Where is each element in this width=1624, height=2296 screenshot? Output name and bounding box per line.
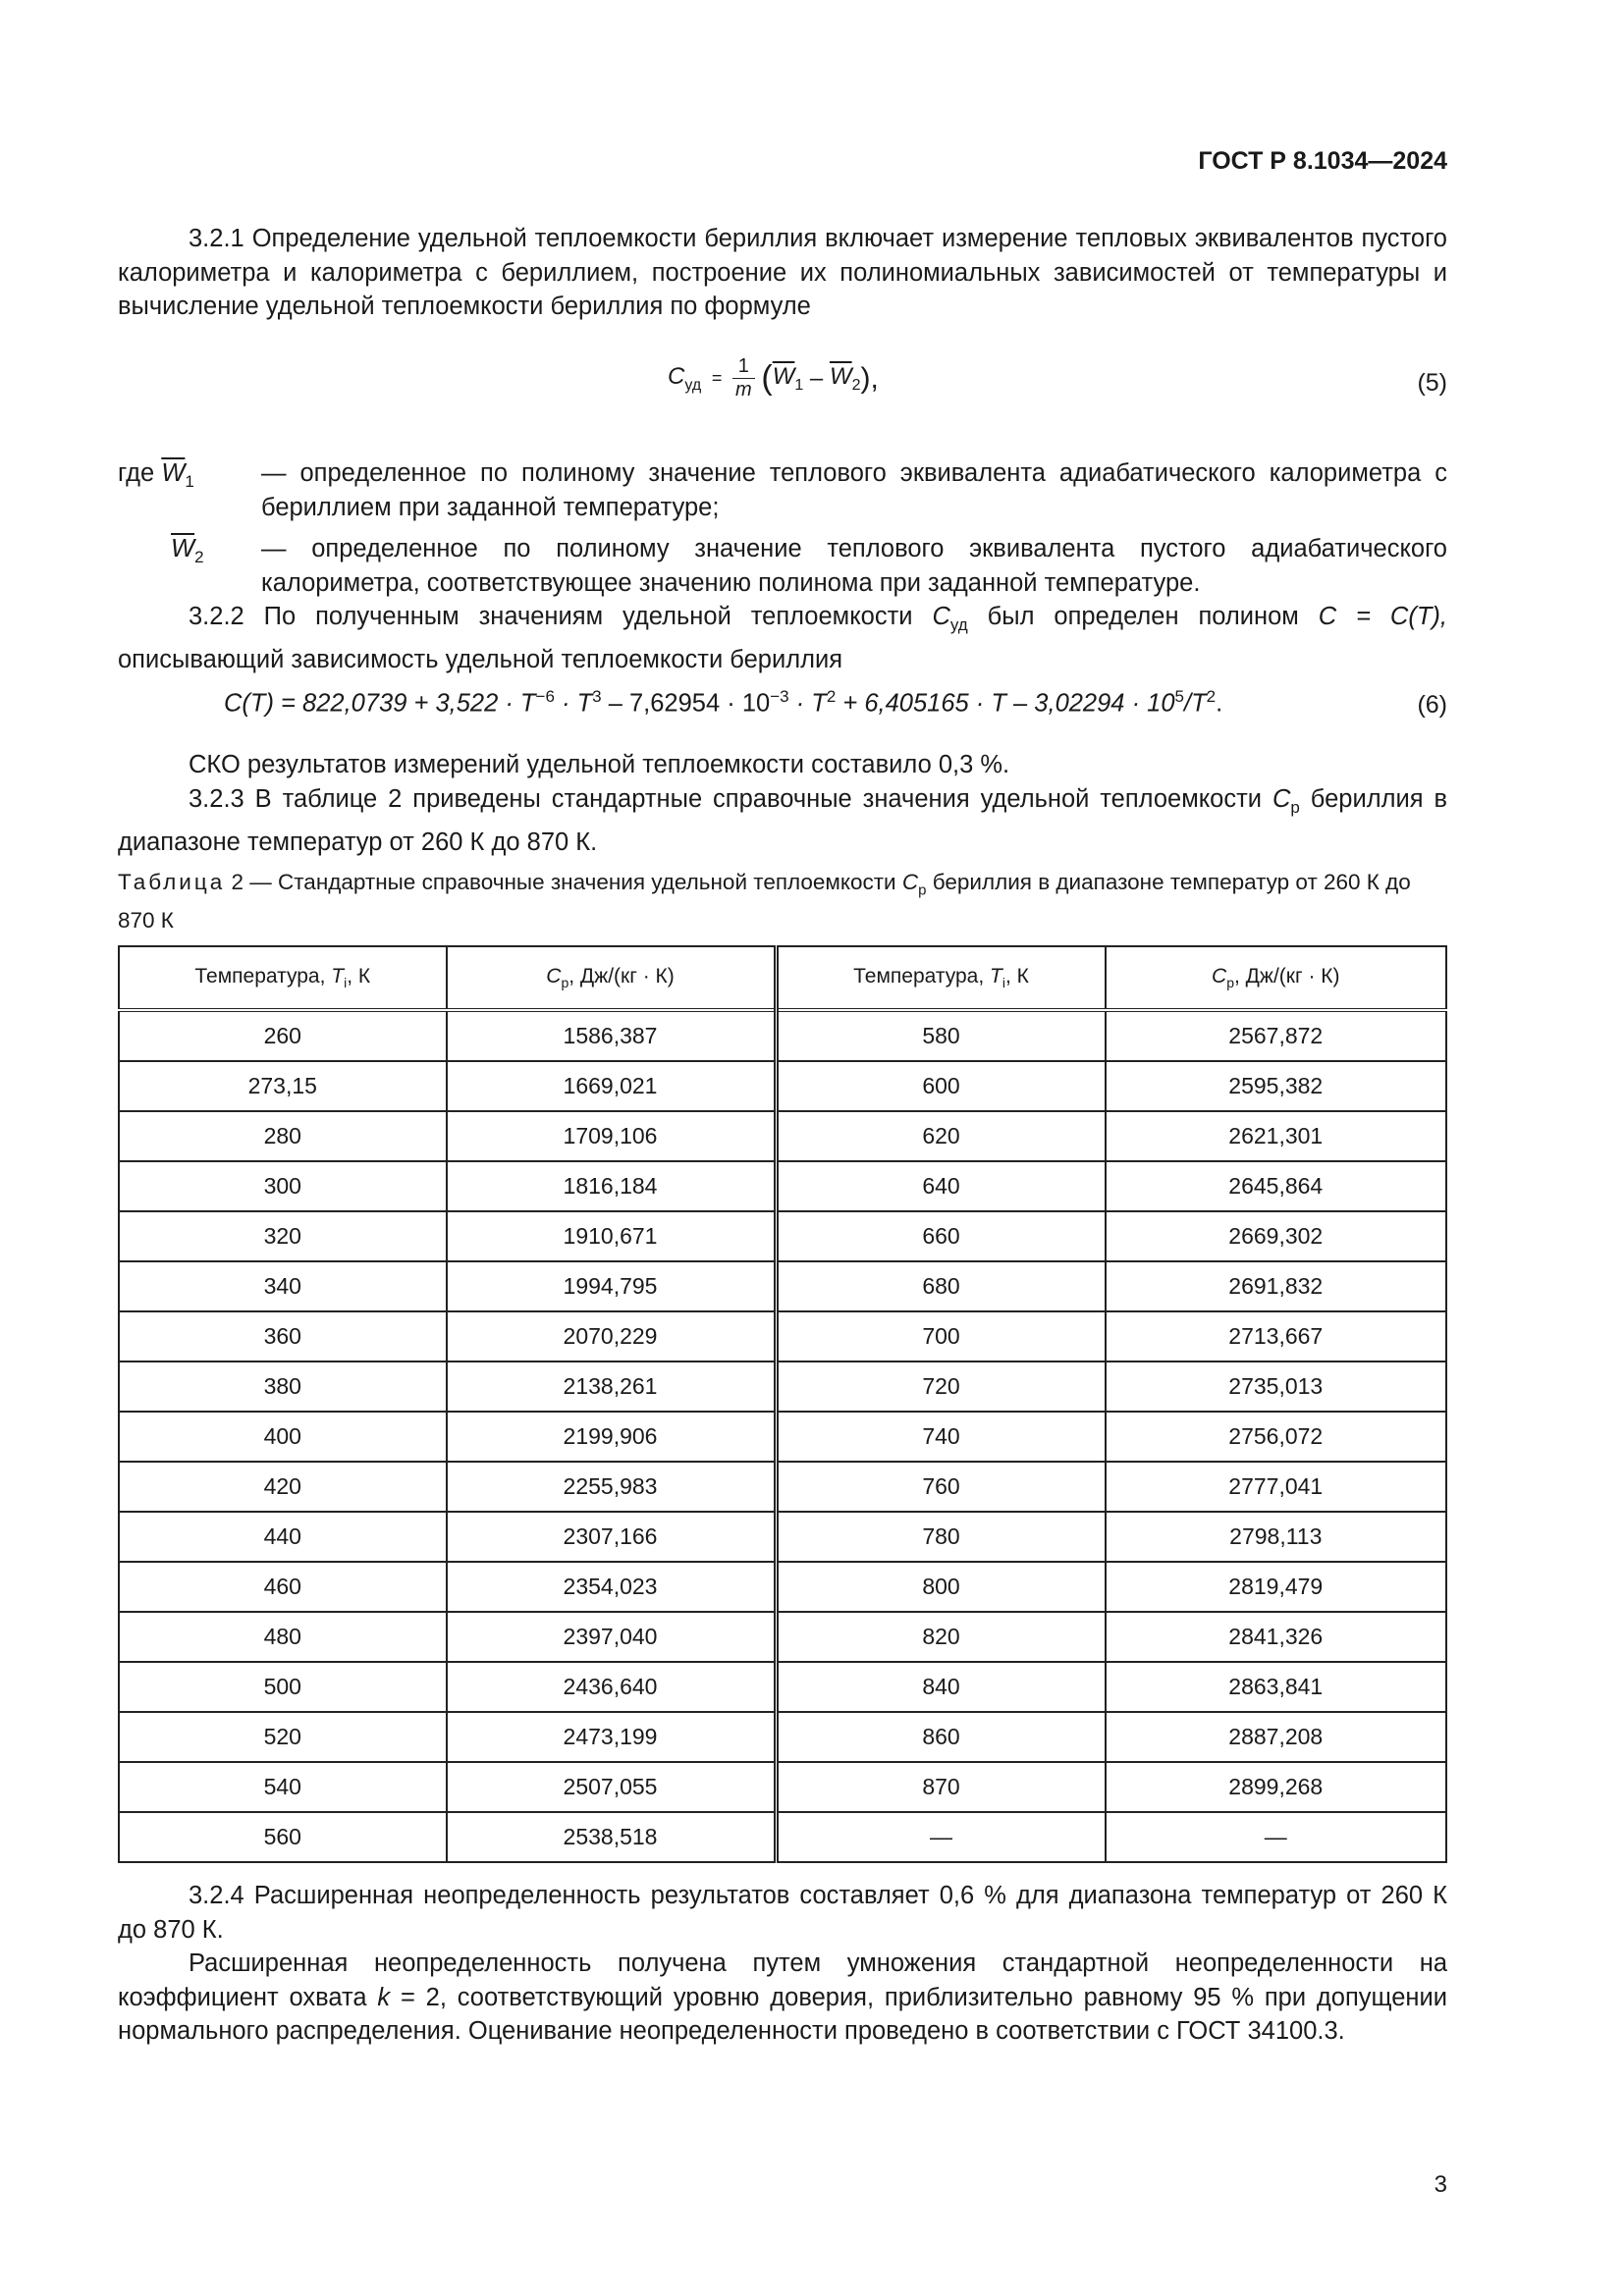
cp-value-cell: 2887,208 — [1106, 1712, 1446, 1762]
table-row — [119, 1261, 1446, 1311]
temperature-cell: 400 — [119, 1412, 447, 1462]
cp-value-cell: 2538,518 — [447, 1812, 776, 1862]
header-cp-2: $C_p$, Дж/(кг · К) — [1106, 946, 1446, 1010]
temperature-cell: 580 — [776, 1010, 1106, 1061]
table-row — [119, 1512, 1446, 1562]
temperature-cell: 340 — [119, 1261, 447, 1311]
paragraph-3-2-4: 3.2.4 Расширенная неопределенность результатов составляет 0,6 % для диапазона температур от 260 К до 870 К. — [118, 1882, 1447, 1944]
equation-number-5: (5) — [1417, 369, 1447, 397]
cp-value-cell: 2777,041 — [1106, 1462, 1446, 1512]
temperature-cell: 540 — [119, 1762, 447, 1812]
temperature-cell: 720 — [776, 1362, 1106, 1412]
table-caption: Таблица 2 — Стандартные справочные значения удельной теплоемкости $C_p$ бериллия в диапазоне температур от 260 К до 870 К — [118, 870, 1411, 933]
temperature-cell: 320 — [119, 1211, 447, 1261]
cp-value-cell: 2645,864 — [1106, 1161, 1446, 1211]
temperature-cell: 870 — [776, 1762, 1106, 1812]
temperature-cell: 380 — [119, 1362, 447, 1412]
table-row — [119, 1662, 1446, 1712]
temperature-cell: 260 — [119, 1010, 447, 1061]
table-row — [119, 1111, 1446, 1161]
temperature-cell: 420 — [119, 1462, 447, 1512]
cp-value-cell: 2798,113 — [1106, 1512, 1446, 1562]
temperature-cell: 460 — [119, 1562, 447, 1612]
cp-value-cell: 1669,021 — [447, 1061, 776, 1111]
paragraph-3-2-1: 3.2.1 Определение удельной теплоемкости бериллия включает измерение тепловых эквивалентов пустого калориметра и калориметра с бериллием, построение их полиномиальных зависимостей от температуры и вычисление удельной теплоемкости бериллия по формуле — [118, 225, 1447, 320]
table-row — [119, 1762, 1446, 1812]
table-row — [119, 1362, 1446, 1412]
table-row — [119, 1712, 1446, 1762]
paragraph-3-2-3: 3.2.3 В таблице 2 приведены стандартные справочные значения удельной теплоемкости $C_p$ бериллия в диапазоне температур от 260 К до 870 К. — [118, 785, 1447, 856]
temperature-cell: 700 — [776, 1311, 1106, 1362]
table-row — [119, 1161, 1446, 1211]
page-number: 3 — [1434, 2171, 1447, 2198]
table-2 — [118, 945, 1447, 1863]
table-row — [119, 1812, 1446, 1862]
temperature-cell: 640 — [776, 1161, 1106, 1211]
paragraph-expanded-uncertainty: Расширенная неопределенность получена путем умножения стандартной неопределенности на коэффициент охвата k = 2, соответствующий уровню доверия, приблизительно равному 95 % при допущении нормального распределения. Оценивание неопределенности проведено в соответствии с ГОСТ 34100.3. — [118, 1949, 1447, 2045]
cp-value-cell: 2507,055 — [447, 1762, 776, 1812]
temperature-cell: 680 — [776, 1261, 1106, 1311]
where-w2: $\overline{W}_2$ — определенное по полиному значение теплового эквивалента пустого адиабатического калориметра, соответствующее значению полинома при заданной температуре. — [171, 535, 1447, 597]
cp-value-cell: 2070,229 — [447, 1311, 776, 1362]
cp-value-cell: 2841,326 — [1106, 1612, 1446, 1662]
cp-value-cell: 2819,479 — [1106, 1562, 1446, 1612]
table-row — [119, 1061, 1446, 1111]
temperature-cell: 280 — [119, 1111, 447, 1161]
temperature-cell: 480 — [119, 1612, 447, 1662]
temperature-cell: 273,15 — [119, 1061, 447, 1111]
cp-value-cell: 2473,199 — [447, 1712, 776, 1762]
paragraph-3-2-2: 3.2.2 По полученным значениям удельной теплоемкости $C_{уд}$ был определен полином C = C(T), описывающий зависимость удельной теплоемкости бериллия — [118, 603, 1447, 673]
cp-value-cell: 2138,261 — [447, 1362, 776, 1412]
cp-value-cell: 1910,671 — [447, 1211, 776, 1261]
cp-value-cell: 2255,983 — [447, 1462, 776, 1512]
table-row — [119, 1612, 1446, 1662]
table-row — [119, 1010, 1446, 1061]
cp-value-cell: 2863,841 — [1106, 1662, 1446, 1712]
cp-value-cell: 2397,040 — [447, 1612, 776, 1662]
cp-value-cell: 2691,832 — [1106, 1261, 1446, 1311]
cp-value-cell: 2436,640 — [447, 1662, 776, 1712]
cp-value-cell: 2199,906 — [447, 1412, 776, 1462]
cp-value-cell: 2756,072 — [1106, 1412, 1446, 1462]
cp-value-cell: 2307,166 — [447, 1512, 776, 1562]
cp-value-cell: 2621,301 — [1106, 1111, 1446, 1161]
table-row — [119, 1211, 1446, 1261]
table-header-row — [119, 946, 1446, 1010]
temperature-cell: 760 — [776, 1462, 1106, 1512]
temperature-cell: 300 — [119, 1161, 447, 1211]
table-row — [119, 1462, 1446, 1512]
temperature-cell: 600 — [776, 1061, 1106, 1111]
temperature-cell: 840 — [776, 1662, 1106, 1712]
cp-value-cell: 2567,872 — [1106, 1010, 1446, 1061]
formula-5-fraction: $\frac{1}{m}$ — [732, 355, 755, 401]
formula-6: $C(T) = 822,0739 + 3,522 \cdot T^{-6} \cdot T^3 - 7,62954 \cdot 10^{-3} \cdot T^2 + 6,405165 \cdot T - 3,02294 \cdot 10^5/T^2$. — [224, 687, 1223, 718]
temperature-cell: 860 — [776, 1712, 1106, 1762]
temperature-cell: 780 — [776, 1512, 1106, 1562]
cp-value-cell: 1709,106 — [447, 1111, 776, 1161]
temperature-cell: 360 — [119, 1311, 447, 1362]
temperature-cell: 520 — [119, 1712, 447, 1762]
cp-value-cell: 2735,013 — [1106, 1362, 1446, 1412]
header-temperature-2: Температура, $T_i$, К — [776, 946, 1106, 1010]
temperature-cell: 500 — [119, 1662, 447, 1712]
temperature-cell: 440 — [119, 1512, 447, 1562]
cp-value-cell: 2595,382 — [1106, 1061, 1446, 1111]
temperature-cell: 660 — [776, 1211, 1106, 1261]
formula-5: $C_{уд}$ = $\frac{1}{m}$ $(\overline{W}_1 - \overline{W}_2)$, — [668, 355, 879, 400]
cp-value-cell: 2899,268 — [1106, 1762, 1446, 1812]
header-temperature-1: Температура, $T_i$, К — [119, 946, 447, 1010]
temperature-cell: 560 — [119, 1812, 447, 1862]
table-row — [119, 1562, 1446, 1612]
table-row — [119, 1412, 1446, 1462]
cp-value-cell: 2713,667 — [1106, 1311, 1446, 1362]
where-w1: где $\overline{W}_1$ — определенное по полиному значение теплового эквивалента адиабатического калориметра с бериллием при заданной температуре; — [118, 459, 1447, 521]
header-cp-1: $C_p$, Дж/(кг · К) — [447, 946, 776, 1010]
temperature-cell: 620 — [776, 1111, 1106, 1161]
cp-value-cell: 2669,302 — [1106, 1211, 1446, 1261]
cp-value-cell: 1586,387 — [447, 1010, 776, 1061]
temperature-cell: 800 — [776, 1562, 1106, 1612]
cp-value-cell: — — [1106, 1812, 1446, 1862]
equation-number-6: (6) — [1417, 691, 1447, 719]
cp-value-cell: 1816,184 — [447, 1161, 776, 1211]
temperature-cell: 740 — [776, 1412, 1106, 1462]
table-row — [119, 1311, 1446, 1362]
cp-value-cell: 2354,023 — [447, 1562, 776, 1612]
temperature-cell: — — [776, 1812, 1106, 1862]
cp-value-cell: 1994,795 — [447, 1261, 776, 1311]
document-code: ГОСТ Р 8.1034—2024 — [1198, 147, 1447, 175]
temperature-cell: 820 — [776, 1612, 1106, 1662]
paragraph-sko: СКО результатов измерений удельной теплоемкости составило 0,3 %. — [189, 751, 1010, 778]
